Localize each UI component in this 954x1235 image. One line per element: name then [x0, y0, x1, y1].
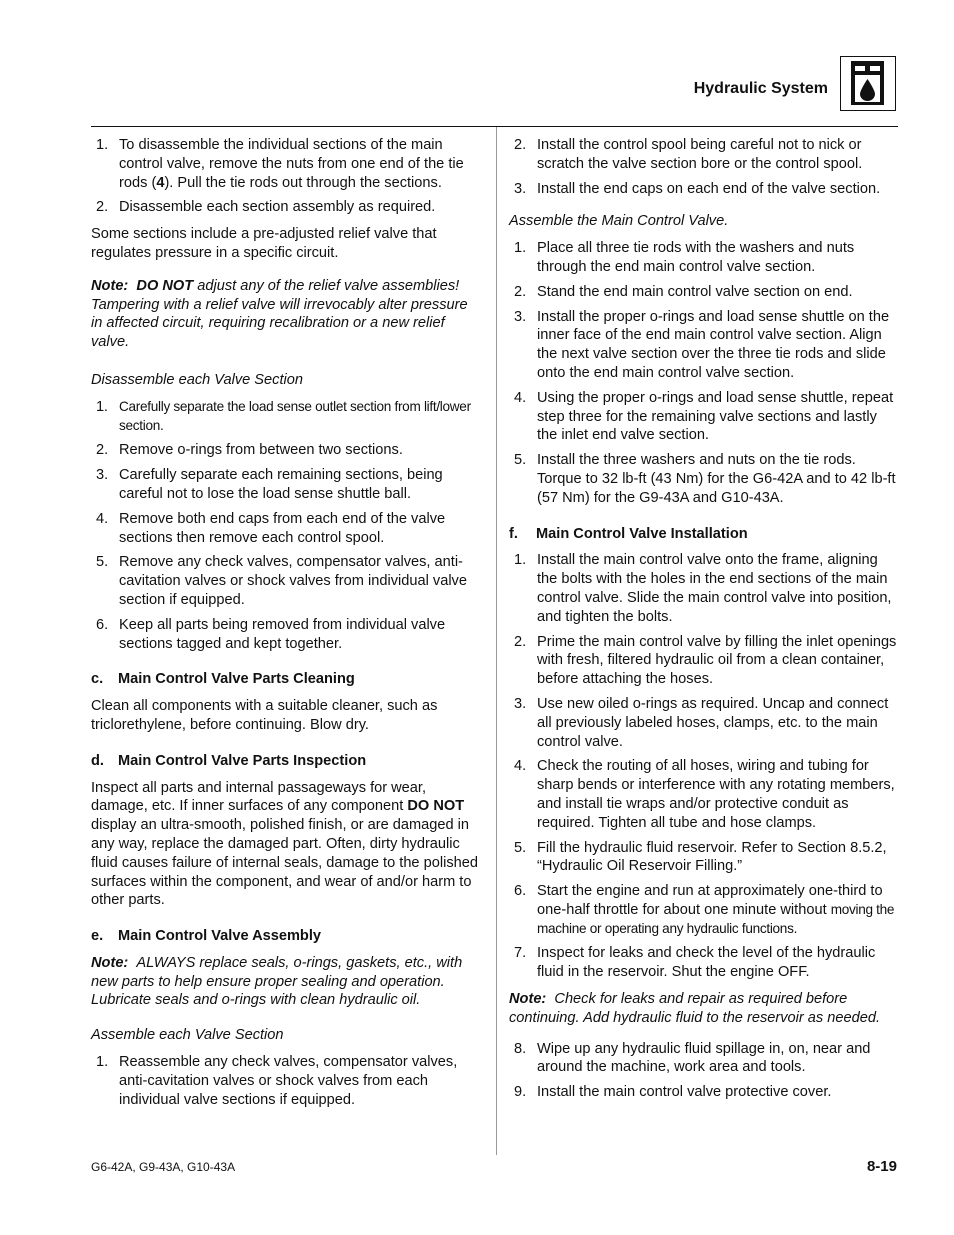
list-item: 3. Use new oiled o-rings as required. Uncap and connect all previously labeled hoses, clamps, etc. to the main control valve. [514, 695, 889, 750]
list-item: 4. Check the routing of all hoses, wiring and tubing for sharp bends or interference with any rotating members, and install tie wraps and/or protective conduit as required. Tighten all tube and hose clamps. [514, 758, 895, 831]
list-item: 4. Using the proper o-rings and load sense shuttle, repeat step three for the remaining valve sections and lastly the inlet end valve section. [514, 389, 894, 444]
right-column [509, 136, 901, 1110]
list-item: 3. Install the end caps on each end of the valve section. [514, 180, 881, 197]
list-item: 5. Fill the hydraulic fluid reservoir. Refer to Section 8.5.2, “Hydraulic Oil Reservoir Filling.” [514, 839, 887, 875]
list-item: 6. Start the engine and run at approximately one-third to one-half throttle for about one minute without moving the machine or operating any hydraulic functions. [514, 883, 895, 936]
list-item: 9. Install the main control valve protective cover. [514, 1084, 832, 1101]
list-item: 2. Stand the end main control valve section on end. [514, 283, 853, 300]
list-item: 2. Disassemble each section assembly as required. [96, 199, 436, 216]
assemble-continued-steps [509, 136, 901, 198]
subheading: Disassemble each Valve Section [91, 371, 303, 388]
section-heading-f: f. Main Control Valve Installation [509, 525, 748, 542]
list-item: 2. Install the control spool being careful not to nick or scratch the valve section bore or the control spool. [514, 137, 863, 172]
left-column [91, 136, 483, 1117]
paragraph: Inspect all parts and internal passageways for wear, damage, etc. If inner surfaces of any component DO NOT display an ultra-smooth, polished finish, or are damaged in any way, replace the damaged part. Often, dirty hydraulic fluid causes failure of internal seals, damage to the polished surfaces within the component, and wear of and/or harm to other parts. [91, 779, 478, 909]
page-number: 8-19 [866, 1158, 897, 1175]
column-divider [496, 127, 497, 1155]
note: Note: DO NOT adjust any of the relief valve assemblies! Tampering with a relief valve will irrevocably alter pressure in affected circuit, requiring recalibration or a new relief valve. [91, 277, 468, 351]
hydraulic-system-icon [840, 56, 896, 111]
final-steps [509, 1040, 901, 1102]
paragraph: Some sections include a pre-adjusted relief valve that regulates pressure in a specific circuit. [91, 226, 437, 261]
note: Note: ALWAYS replace seals, o-rings, gaskets, etc., with new parts to help ensure proper sealing and operation. Lubricate seals and o-rings with clean hydraulic oil. [91, 954, 463, 1009]
list-item: 4. Remove both end caps from each end of the valve sections then remove each control spool. [96, 510, 446, 546]
section-heading-e: e. Main Control Valve Assembly [91, 928, 322, 945]
assemble-main-valve-steps [509, 239, 901, 507]
list-item: 1. To disassemble the individual sections of the main control valve, remove the nuts from one end of the tie rods (4). Pull the tie rods out through the sections. [96, 137, 464, 191]
section-heading-d: d. Main Control Valve Parts Inspection [91, 752, 367, 769]
footer-models: G6-42A, G9-43A, G10-43A [91, 1160, 236, 1174]
subheading: Assemble the Main Control Valve. [509, 213, 729, 230]
paragraph: Clean all components with a suitable cleaner, such as triclorethylene, before continuing. Blow dry. [91, 698, 438, 733]
list-item: 5. Remove any check valves, compensator valves, anti-cavitation valves or shock valves from individual valve section if equipped. [96, 554, 467, 608]
list-item: 5. Install the three washers and nuts on the tie rods. Torque to 32 lb-ft (43 Nm) for the G6-42A and to 42 lb-ft (57 Nm) for the G9-43A and G10-43A. [514, 452, 896, 506]
list-item: 7. Inspect for leaks and check the level of the hydraulic fluid in the reservoir. Shut the engine OFF. [514, 945, 876, 981]
list-item: 1. Place all three tie rods with the washers and nuts through the end main control valve section. [514, 240, 855, 275]
list-item: 1. Install the main control valve onto the frame, aligning the bolts with the holes in the end sections of the main control valve. Slide the main control valve into position, and tighten the bolts. [514, 552, 892, 625]
note: Note: Check for leaks and repair as required before continuing. Add hydraulic fluid to the reservoir as needed. [509, 991, 881, 1026]
list-item: 3. Carefully separate each remaining sections, being careful not to lose the load sense shuttle ball. [96, 467, 443, 502]
installation-steps [509, 551, 901, 982]
list-item: 3. Install the proper o-rings and load sense shuttle on the inner face of the end main control valve section. Align the next valve section over the three tie rods and slide onto the end main control valve section. [514, 308, 890, 381]
page-header-title: Hydraulic System [693, 80, 828, 97]
list-item: 1. Carefully separate the load sense outlet section from lift/lower section. [96, 398, 471, 433]
list-item: 2. Remove o-rings from between two sections. [96, 442, 403, 459]
disassembly-steps [91, 136, 483, 217]
section-heading-c: c. Main Control Valve Parts Cleaning [91, 671, 355, 688]
list-item: 1. Reassemble any check valves, compensator valves, anti-cavitation valves or shock valves from each individual valve sections if equipped. [96, 1054, 458, 1108]
list-item: 6. Keep all parts being removed from individual valve sections tagged and kept together. [96, 616, 446, 652]
assemble-section-steps [91, 1053, 483, 1109]
disassemble-section-steps [91, 398, 483, 654]
list-item: 8. Wipe up any hydraulic fluid spillage in, on, near and around the machine, work area and tools. [514, 1040, 871, 1076]
subheading: Assemble each Valve Section [91, 1027, 284, 1044]
list-item: 2. Prime the main control valve by filling the inlet openings with fresh, filtered hydraulic oil from a clean container, before attaching the hoses. [514, 633, 897, 688]
header-rule [91, 126, 898, 127]
